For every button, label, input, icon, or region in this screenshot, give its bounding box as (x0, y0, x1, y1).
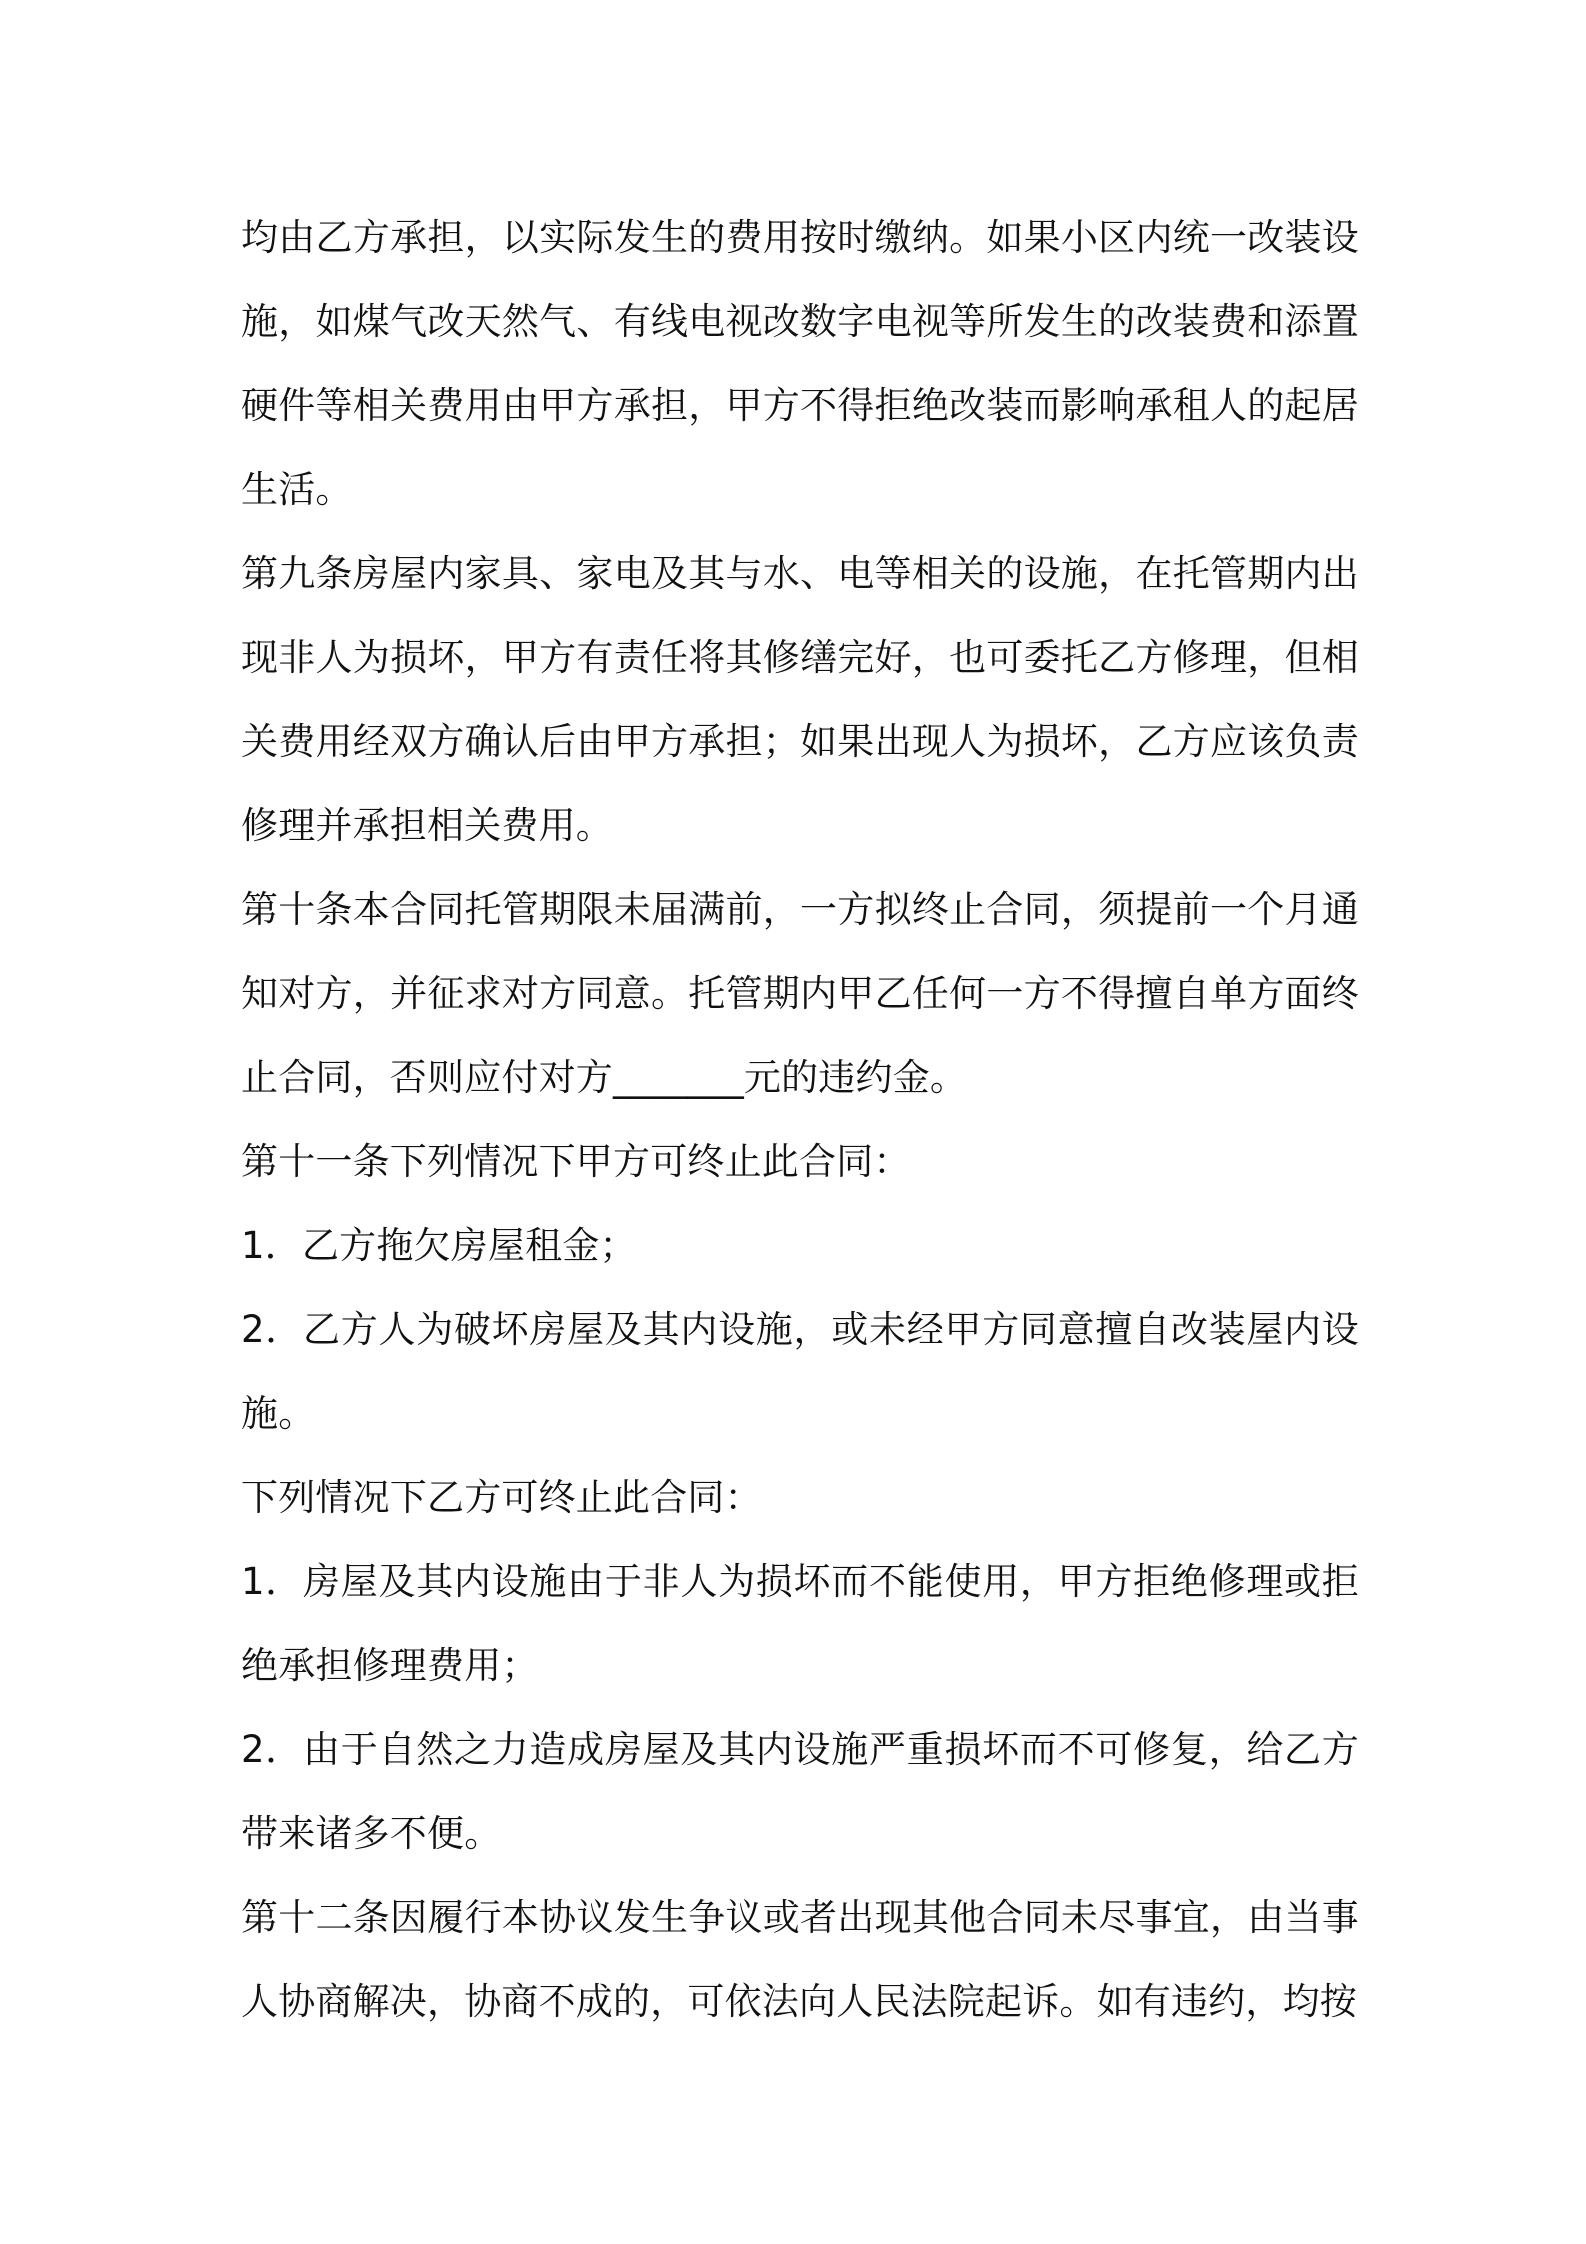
list-item-party-b-1: 1．房屋及其内设施由于非人为损坏而不能使用，甲方拒绝修理或拒绝承担修理费用； (241, 1560, 1359, 1687)
paragraph-article-9: 第九条房屋内家具、家电及其与水、电等相关的设施，在托管期内出现非人为损坏，甲方有责任将其修缮完好，也可委托乙方修理，但相关费用经双方确认后由甲方承担；如果出现人为损坏，乙方应该负责修理并承担相关费用。 (241, 552, 1359, 847)
document-body (241, 196, 1359, 2044)
paragraph-article-12: 第十二条因履行本协议发生争议或者出现其他合同未尽事宜，由当事人协商解决，协商不成的，可依法向人民法院起诉。如有违约，均按 (241, 1896, 1359, 2023)
paragraph-fees-continued: 均由乙方承担，以实际发生的费用按时缴纳。如果小区内统一改装设施，如煤气改天然气、有线电视改数字电视等所发生的改装费和添置硬件等相关费用由甲方承担，甲方不得拒绝改装而影响承租人的起居生活。 (241, 216, 1359, 511)
paragraph-party-b-termination: 下列情况下乙方可终止此合同： (241, 1476, 762, 1519)
list-item-party-b-2: 2．由于自然之力造成房屋及其内设施严重损坏而不可修复，给乙方带来诸多不便。 (241, 1728, 1359, 1855)
paragraph-article-11: 第十一条下列情况下甲方可终止此合同： (241, 1140, 911, 1183)
paragraph-article-10: 第十条本合同托管期限未届满前，一方拟终止合同，须提前一个月通知对方，并征求对方同意。托管期内甲乙任何一方不得擅自单方面终止合同，否则应付对方_______元的违约金。 (241, 888, 1359, 1099)
list-item-party-a-1: 1．乙方拖欠房屋租金； (241, 1224, 637, 1267)
list-item-party-a-2: 2．乙方人为破坏房屋及其内设施，或未经甲方同意擅自改装屋内设施。 (241, 1308, 1359, 1435)
